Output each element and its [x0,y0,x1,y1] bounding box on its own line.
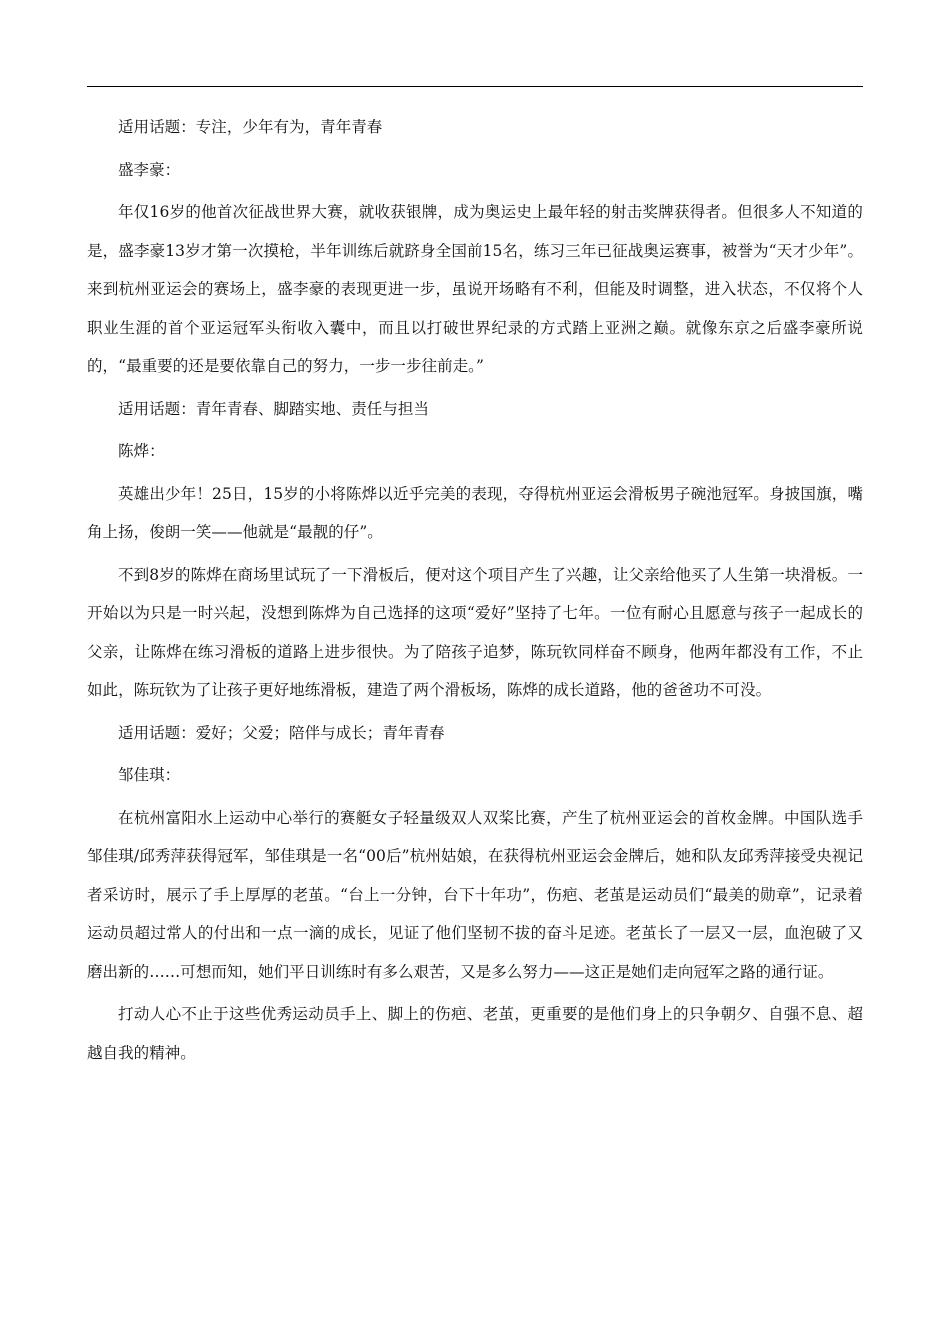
body-paragraph-1: 年仅16岁的他首次征战世界大赛，就收获银牌，成为奥运史上最年轻的射击奖牌获得者。但很多人不知道的是，盛李豪13岁才第一次摸枪，半年训练后就跻身全国前15名，练习三年已征战奥运赛事，被誉为“天才少年”。来到杭州亚运会的赛场上，盛李豪的表现更进一步，虽说开场略有不利，但能及时调整，进入状态，不仅将个人职业生涯的首个亚运冠军头衔收入囊中，而且以打破世界纪录的方式踏上亚洲之巅。就像东京之后盛李豪所说的，“最重要的还是要依靠自己的努力，一步一步往前走。” [87,203,863,375]
body-paragraph-4: 在杭州富阳水上运动中心举行的赛艇女子轻量级双人双桨比赛，产生了杭州亚运会的首枚金牌。中国队选手邹佳琪/邱秀萍获得冠军，邹佳琪是一名“00后”杭州姑娘，在获得杭州亚运会金牌后，她和队友邱秀萍接受央视记者采访时，展示了手上厚厚的老茧。“台上一分钟，台下十年功”，伤疤、老茧是运动员们“最美的勋章”，记录着运动员超过常人的付出和一点一滴的成长，见证了他们坚韧不拔的奋斗足迹。老茧长了一层又一层，血泡破了又磨出新的……可想而知，她们平日训练时有多么艰苦，又是多么努力——这正是她们走向冠军之路的通行证。 [87,808,863,981]
topic-line-2: 适用话题：青年青春、脚踏实地、责任与担当 [118,399,430,418]
closing-paragraph: 打动人心不止于这些优秀运动员手上、脚上的伤疤、老茧，更重要的是他们身上的只争朝夕、自强不息、超越自我的精神。 [87,1005,863,1062]
topic-line-3: 适用话题：爱好；父爱；陪伴与成长；青年青春 [118,723,445,742]
topic-line-1: 适用话题：专注，少年有为，青年青春 [118,118,383,136]
header-rule [87,86,863,87]
person-heading-sheng-lihao: 盛李豪： [118,160,181,179]
body-paragraph-2: 英雄出少年！25日，15岁的小将陈烨以近乎完美的表现，夺得杭州亚运会滑板男子碗池冠军。身披国旗，嘴角上扬，俊朗一笑——他就是“最靓的仔”。 [87,484,863,541]
document-body [87,108,863,1076]
body-paragraph-3: 不到8岁的陈烨在商场里试玩了一下滑板后，便对这个项目产生了兴趣，让父亲给他买了人生第一块滑板。一开始以为只是一时兴起，没想到陈烨为自己选择的这项“爱好”坚持了七年。一位有耐心且愿意与孩子一起成长的父亲，让陈烨在练习滑板的道路上进步很快。为了陪孩子追梦，陈玩钦同样奋不顾身，他两年都没有工作，不止如此，陈玩钦为了让孩子更好地练滑板，建造了两个滑板场，陈烨的成长道路，他的爸爸功不可没。 [87,565,863,699]
person-heading-chen-ye: 陈烨： [118,442,165,460]
person-heading-zou-jiaqi: 邹佳琪： [118,766,181,784]
